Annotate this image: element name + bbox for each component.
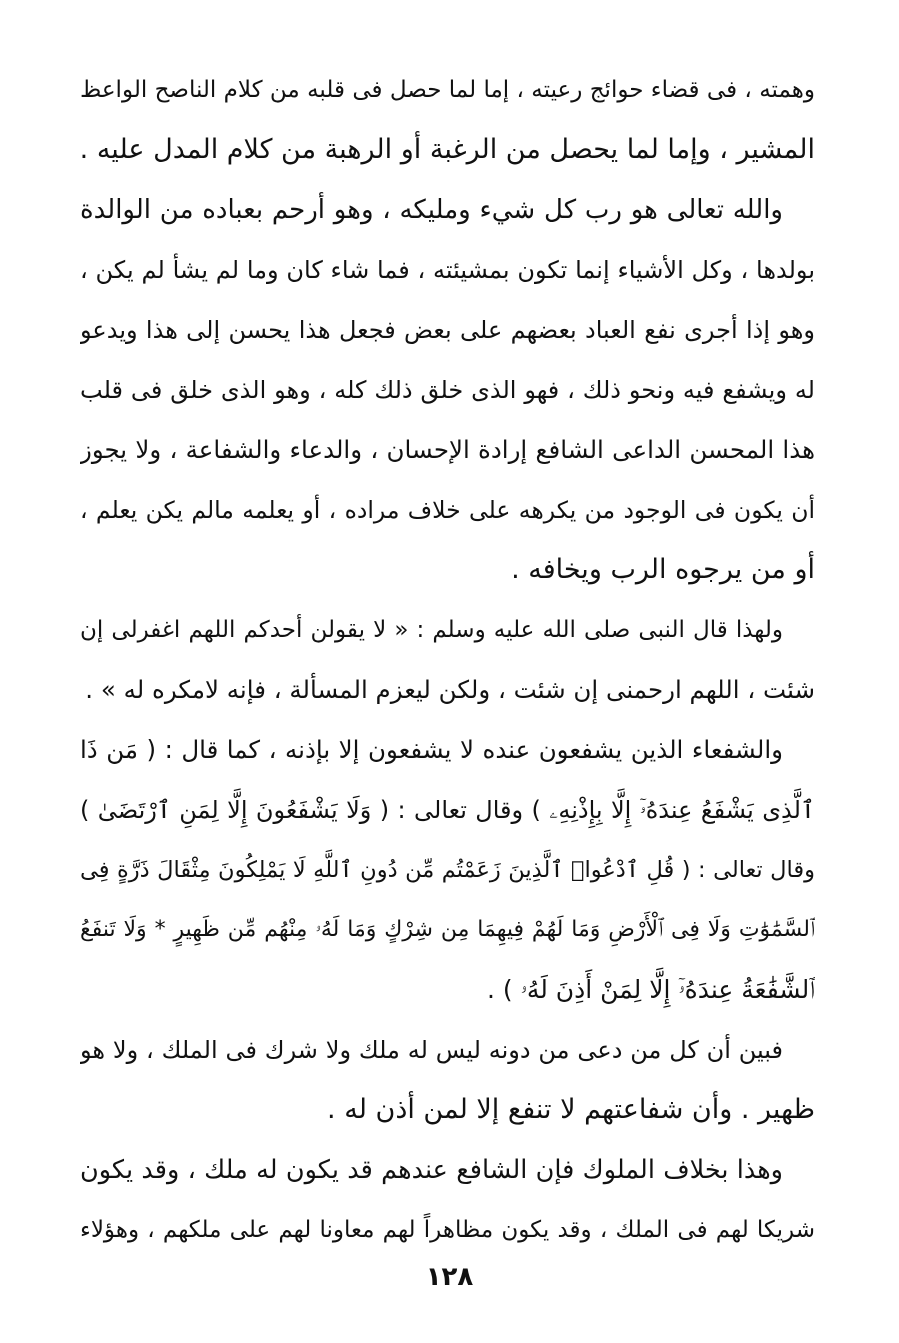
text-line: فبين أن كل من دعى من دونه ليس له ملك ولا شرك فى الملك ، ولا هو	[80, 1036, 783, 1064]
text-line: المشير ، وإما لما يحصل من الرغبة أو الرهبة من كلام المدل عليه .	[80, 134, 815, 165]
text-line: ولهذا قال النبى صلى الله عليه وسلم : « لا يقولن أحدكم اللهم اغفرلى إن	[80, 617, 783, 643]
text-line: شئت ، اللهم ارحمنى إن شئت ، ولكن ليعزم المسألة ، فإنه لامكره له » .	[85, 675, 815, 704]
paragraph-3	[80, 600, 815, 720]
paragraph-6	[80, 1140, 815, 1260]
text-line: أو من يرجوه الرب ويخافه .	[511, 554, 815, 585]
text-line: هذا المحسن الداعى الشافع إرادة الإحسان ، والدعاء والشفاعة ، ولا يجوز	[80, 435, 815, 464]
page-number: ١٢٨	[425, 1262, 474, 1292]
text-line: أن يكون فى الوجود من يكرهه على خلاف مراده ، أو يعلمه مالم يكن يعلم ،	[80, 496, 815, 524]
text-line: ظهير . وأن شفاعتهم لا تنفع إلا لمن أذن له .	[327, 1094, 815, 1125]
paragraph-1	[80, 60, 815, 180]
text-line: وهو إذا أجرى نفع العباد بعضهم على بعض فجعل هذا يحسن إلى هذا ويدعو	[80, 316, 815, 344]
quran-line: وقال تعالى : ( قُلِ ٱدْعُوا۟ ٱلَّذِينَ زَعَمْتُم مِّن دُونِ ٱللَّهِ لَا يَمْلِكُونَ مِثْقَالَ ذَرَّةٍ فِى	[80, 857, 815, 883]
paragraph-2	[80, 180, 815, 600]
text-line: والشفعاء الذين يشفعون عنده لا يشفعون إلا بإذنه ، كما قال : ( مَن ذَا	[80, 735, 783, 764]
page-text	[80, 60, 815, 1290]
paragraph-4	[80, 720, 815, 1020]
text-line: وهذا بخلاف الملوك فإن الشافع عندهم قد يكون له ملك ، وقد يكون	[80, 1155, 783, 1185]
text-line: بولدها ، وكل الأشياء إنما تكون بمشيئته ، فما شاء كان وما لم يشأ لم يكن ،	[80, 256, 815, 284]
text-line: والله تعالى هو رب كل شيء ومليكه ، وهو أرحم بعباده من الوالدة	[80, 195, 783, 225]
quran-line: ٱلسَّمَٰوَٰتِ وَلَا فِى ٱلْأَرْضِ وَمَا لَهُمْ فِيهِمَا مِن شِرْكٍ وَمَا لَهُۥ مِنْهُم مِّن ظَهِيرٍ * وَلَا تَنفَعُ	[80, 917, 815, 942]
quran-line: ٱلَّذِى يَشْفَعُ عِندَهُۥٓ إِلَّا بِإِذْنِهِۦ ) وقال تعالى : ( وَلَا يَشْفَعُونَ إِلَّا لِمَنِ ٱرْتَضَىٰ )	[80, 796, 815, 824]
text-line: شريكا لهم فى الملك ، وقد يكون مظاهراً لهم معاونا لهم على ملكهم ، وهؤلاء	[80, 1217, 815, 1243]
paragraph-5	[80, 1020, 815, 1140]
text-line: وهمته ، فى قضاء حوائج رعيته ، إما لما حصل فى قلبه من كلام الناصح الواعظ	[80, 77, 815, 103]
quran-line: ٱلشَّفَٰعَةُ عِندَهُۥٓ إِلَّا لِمَنْ أَذِنَ لَهُۥ ) .	[486, 975, 815, 1004]
text-line: له ويشفع فيه ونحو ذلك ، فهو الذى خلق ذلك كله ، وهو الذى خلق فى قلب	[80, 376, 815, 404]
